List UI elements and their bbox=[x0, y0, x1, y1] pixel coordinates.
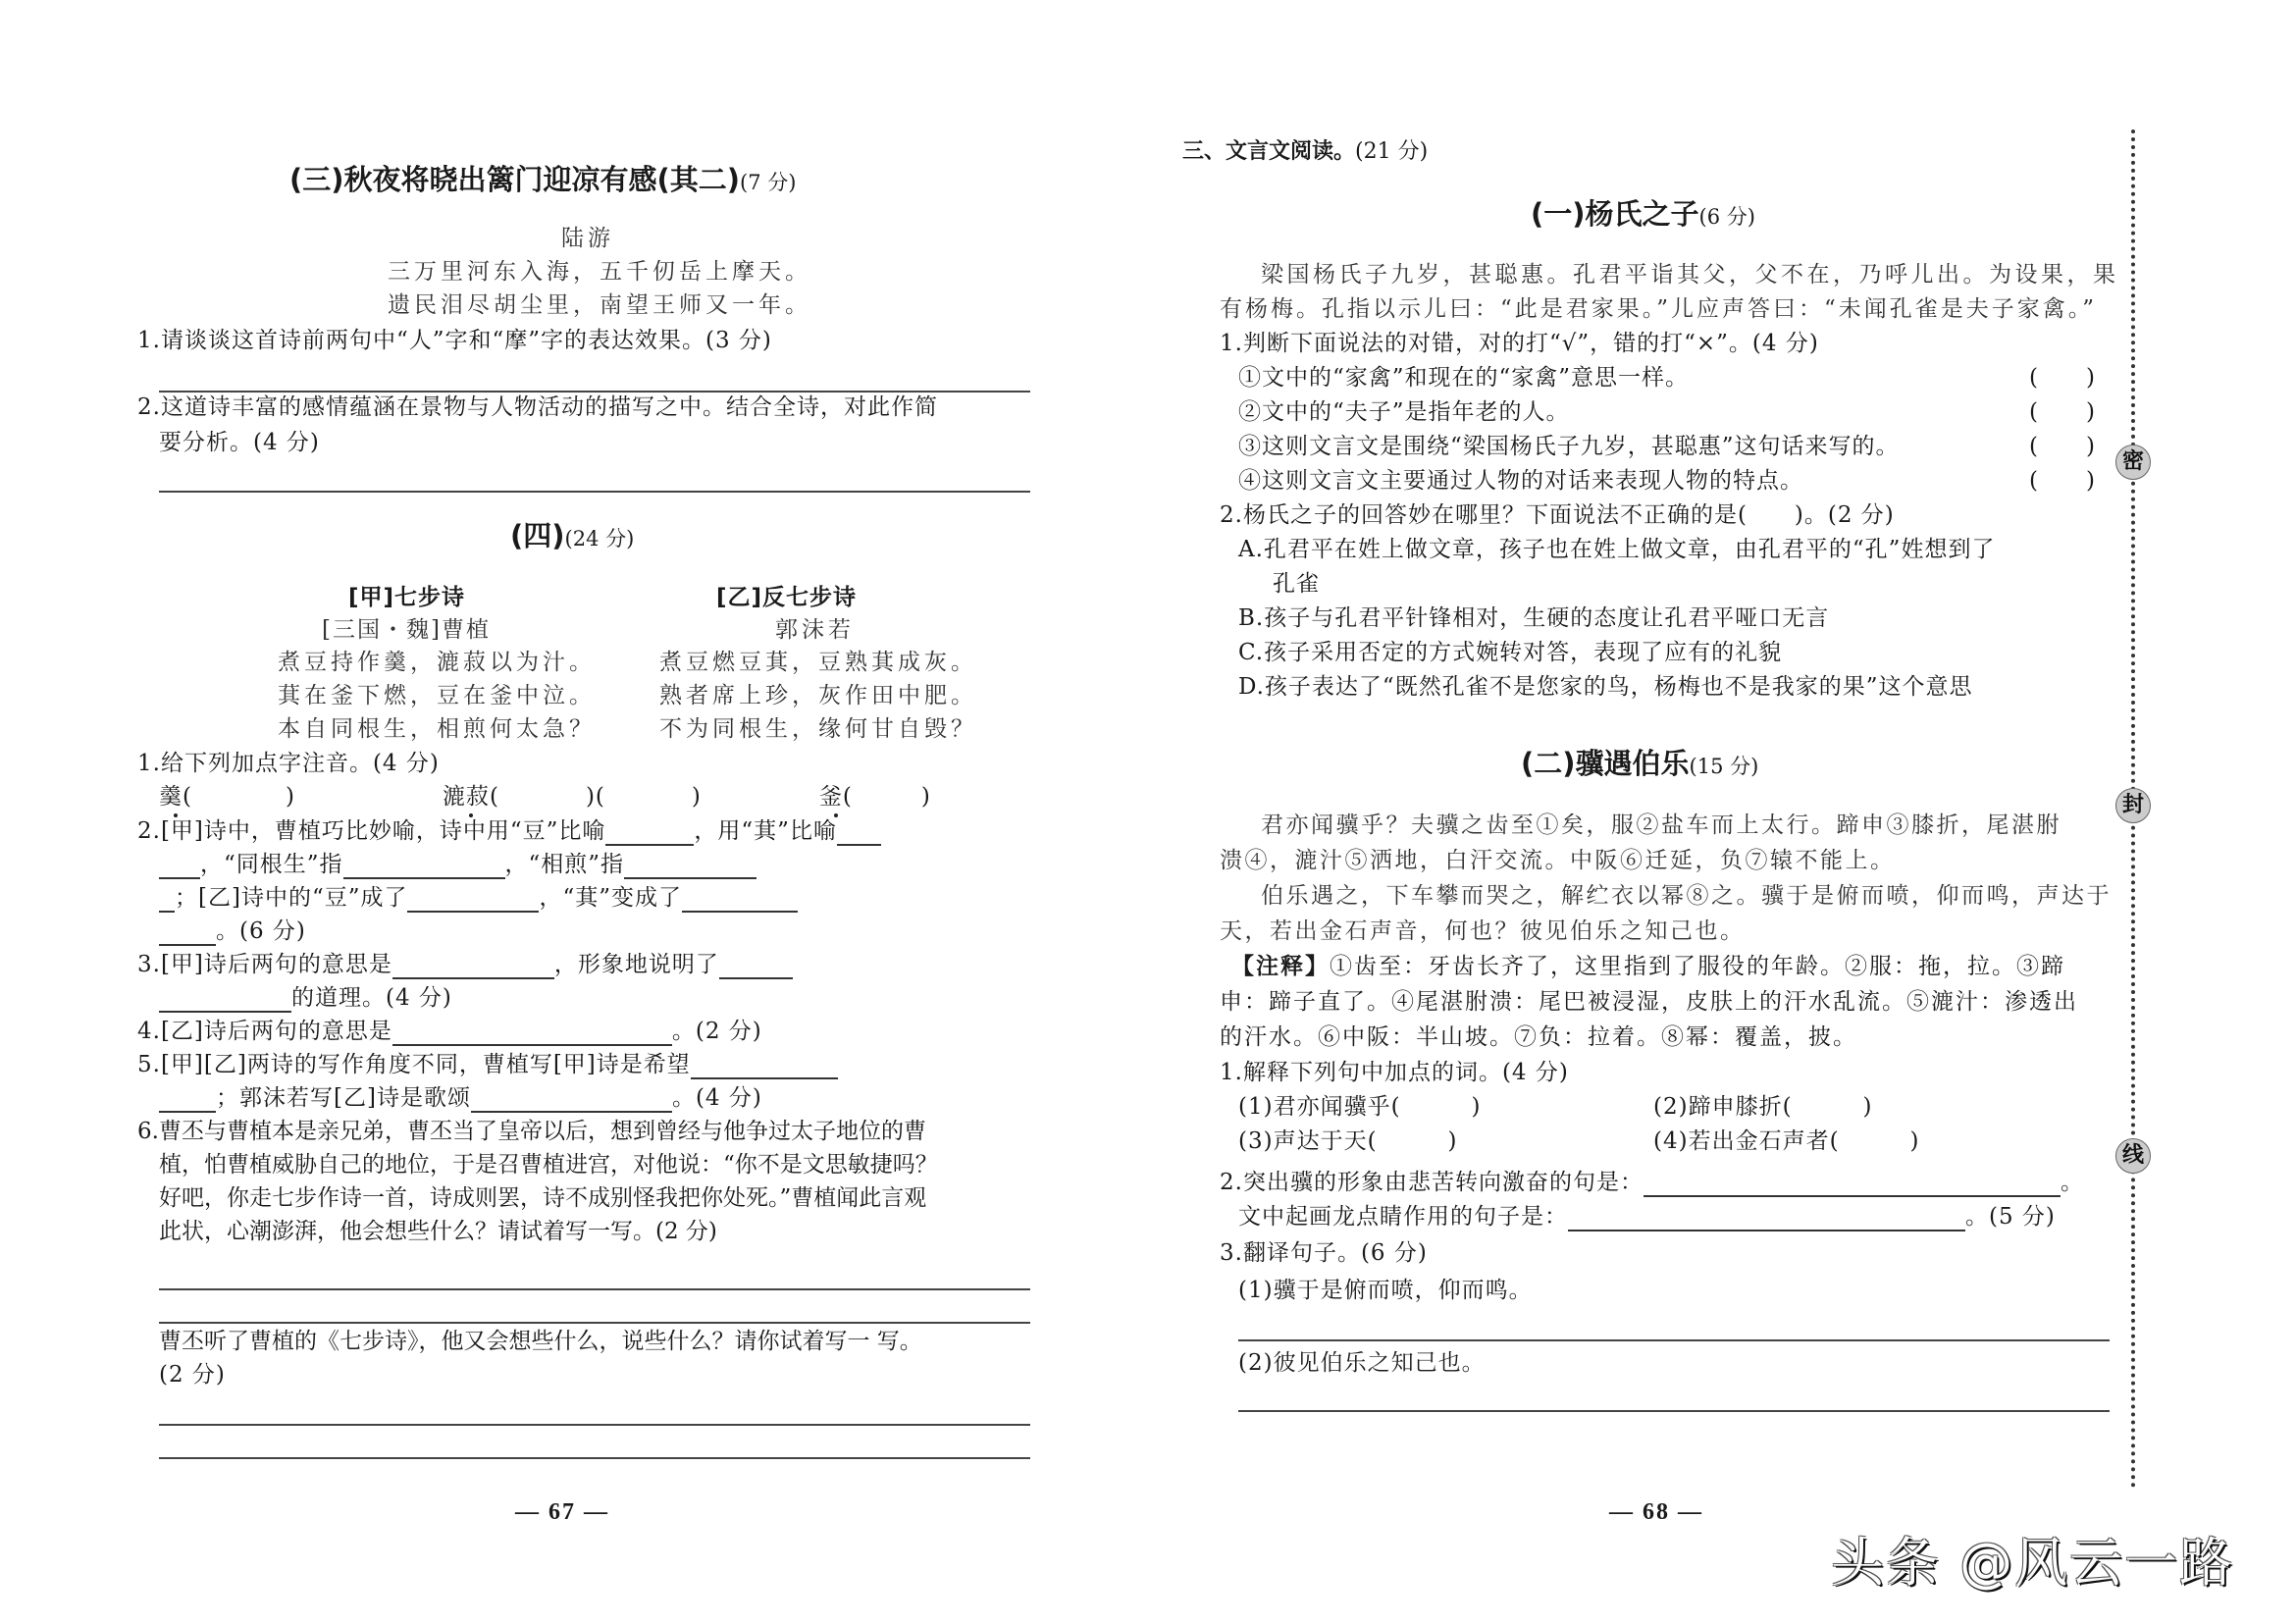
part2-points: (15 分) bbox=[1689, 755, 1759, 778]
poem-a-title: [甲]七步诗 bbox=[348, 585, 466, 610]
judge-paren[interactable]: ( ) bbox=[2029, 365, 2096, 391]
passage-line: 有杨梅。孔指以示儿曰：“此是君家果。”儿应声答曰：“未闻孔雀是夫子家禽。” bbox=[1220, 296, 2098, 322]
q2a-end: 。 bbox=[2060, 1170, 2084, 1195]
p2-question-1: 1.解释下列句中加点的词。(4 分) bbox=[1220, 1060, 1569, 1085]
q5-text: 。(4 分) bbox=[671, 1085, 762, 1111]
question-2-cont: 要分析。(4 分) bbox=[159, 430, 320, 455]
poem-b-line: 不为同根生，缘何甘自毁？ bbox=[659, 716, 977, 742]
poem-b-title: [乙]反七步诗 bbox=[716, 585, 858, 610]
judge-paren[interactable]: ( ) bbox=[2029, 399, 2096, 425]
part2-title bbox=[1521, 746, 1758, 784]
paren-mid: )( bbox=[585, 784, 605, 810]
q2-text: ，用“萁”比喻 bbox=[694, 818, 837, 844]
notes-tag: 【注释】 bbox=[1231, 954, 1330, 979]
passage-line: 梁国杨氏子九岁，甚聪惠。孔君平诣其父，父不在，乃呼儿出。为设果，果 bbox=[1261, 262, 2119, 288]
word-item[interactable]: (1)君亦闻骥乎( ) bbox=[1238, 1094, 1482, 1120]
judge-item: ①文中的“家禽”和现在的“家禽”意思一样。 bbox=[1238, 365, 1690, 391]
poem-a-author: [三国・魏]曹植 bbox=[322, 617, 491, 643]
option-a[interactable]: A.孔君平在姓上做文章，孩子也在姓上做文章，由孔君平的“孔”姓想到了 bbox=[1238, 537, 1996, 562]
passage-line: 伯乐遇之，下车攀而哭之，解纻衣以幂⑧之。骥于是俯而喷，仰而鸣，声达于 bbox=[1261, 883, 2112, 909]
judge-item: ③这则文言文是围绕“梁国杨氏子九岁，甚聪惠”这句话来写的。 bbox=[1238, 434, 1900, 459]
section-heading bbox=[1182, 137, 1428, 167]
option-b[interactable]: B.孩子与孔君平针锋相对，生硬的态度让孔君平哑口无言 bbox=[1238, 605, 1830, 631]
poem-line-1: 三万里河东入海，五千仞岳上摩天。 bbox=[388, 259, 811, 285]
notes-line: 申：蹄子直了。④尾湛胕溃：尾巴被浸湿，皮肤上的汗水乱流。⑤漉汁：渗透出 bbox=[1220, 989, 2078, 1015]
option-c[interactable]: C.孩子采用否定的方式婉转对答，表现了应有的礼貌 bbox=[1238, 640, 1783, 665]
notes-line: 的汗水。⑥中阪：半山坡。⑦负：拉着。⑧幂：覆盖，披。 bbox=[1220, 1024, 1857, 1050]
notes-line bbox=[1231, 952, 2065, 981]
answer-line[interactable] bbox=[1238, 1410, 2110, 1412]
q3-text: 的道理。(4 分) bbox=[291, 985, 452, 1011]
judge-item: ④这则文言文主要通过人物的对话来表现人物的特点。 bbox=[1238, 468, 1803, 494]
q2-text: ；[乙]诗中的“豆”成了 bbox=[175, 885, 408, 911]
q5-text: ；郭沫若写[乙]诗是歌颂 bbox=[216, 1085, 471, 1111]
s4-question-6-cont: 此状，心潮澎湃，他会想些什么？请试着写一写。(2 分) bbox=[159, 1219, 717, 1244]
paren-close: ) bbox=[920, 784, 931, 810]
pinyin-item-geng[interactable]: 羹( bbox=[159, 784, 192, 810]
poem-b-line: 煮豆燃豆萁，豆熟萁成灰。 bbox=[659, 650, 977, 675]
blank[interactable] bbox=[1644, 1172, 2061, 1197]
word-item[interactable]: (2)蹄申膝折( ) bbox=[1653, 1094, 1873, 1120]
s4-question-6-cont: 植，怕曹植威胁自己的地位，于是召曹植进宫，对他说：“你不是文思敏捷吗？ bbox=[159, 1152, 938, 1178]
passage-line: 天，若出金石声音，何也？彼见伯乐之知己也。 bbox=[1220, 918, 1746, 944]
judge-paren[interactable]: ( ) bbox=[2029, 468, 2096, 494]
seal-mi-icon: 密 bbox=[2115, 445, 2151, 480]
paren-close: ) bbox=[691, 784, 702, 810]
part1-title bbox=[1531, 196, 1755, 235]
q2a-text: 2.突出骥的形象由悲苦转向激奋的句是： bbox=[1220, 1170, 1644, 1195]
q5-text: 5.[甲][乙]两诗的写作角度不同，曹植写[甲]诗是希望 bbox=[137, 1052, 691, 1077]
q4-text: 4.[乙]诗后两句的意思是 bbox=[137, 1019, 392, 1044]
translate-item: (1)骥于是俯而喷，仰而鸣。 bbox=[1238, 1278, 1533, 1303]
q2-text: 。(6 分) bbox=[216, 918, 306, 944]
section3-points: (7 分) bbox=[740, 171, 797, 194]
watermark: 头条 @风云一路 bbox=[1831, 1532, 2235, 1594]
question-2: 2.这道诗丰富的感情蕴涵在景物与人物活动的描写之中。结合全诗，对此作简 bbox=[137, 394, 938, 420]
poem-b-line: 熟者席上珍，灰作田中肥。 bbox=[659, 683, 977, 708]
pinyin-item-lushu[interactable]: 漉菽( bbox=[442, 784, 499, 810]
pinyin-item-fu[interactable]: 釜( bbox=[818, 784, 853, 810]
s4-question-1: 1.给下列加点字注音。(4 分) bbox=[137, 751, 440, 776]
p2-question-2a bbox=[1220, 1168, 2084, 1197]
poem-a-line: 煮豆持作羹，漉菽以为汁。 bbox=[278, 650, 596, 675]
s4-question-7-cont: (2 分) bbox=[159, 1362, 226, 1388]
word-item[interactable]: (3)声达于天( ) bbox=[1238, 1128, 1458, 1154]
q3-text: ，形象地说明了 bbox=[553, 952, 719, 977]
q2-text: ，“萁”变成了 bbox=[539, 885, 682, 911]
q2-text: ，“相煎”指 bbox=[504, 852, 625, 877]
q3-text: 3.[甲]诗后两句的意思是 bbox=[137, 952, 392, 977]
section3-title-text: (三)秋夜将晓出篱门迎凉有感(其二) bbox=[289, 163, 741, 196]
poem-b-author: 郭沫若 bbox=[775, 617, 855, 643]
part2-title-text: (二)骥遇伯乐 bbox=[1521, 747, 1690, 780]
s4-question-6-cont: 好吧，你走七步作诗一首，诗成则罢，诗不成别怪我把你处死。”曹植闻此言观 bbox=[159, 1185, 927, 1211]
p2-question-2b bbox=[1238, 1202, 2056, 1231]
question-1: 1.请谈谈这首诗前两句中“人”字和“摩”字的表达效果。(3 分) bbox=[137, 328, 772, 353]
q2-text: 2.[甲]诗中，曹植巧比妙喻，诗中用“豆”比喻 bbox=[137, 818, 606, 844]
q2b-end: 。(5 分) bbox=[1965, 1204, 2056, 1230]
word-item[interactable]: (4)若出金石声者( ) bbox=[1653, 1128, 1920, 1154]
blank[interactable] bbox=[1568, 1206, 1965, 1231]
s4-question-7: 曹丕听了曹植的《七步诗》，他又会想些什么，说些什么？请你试着写一 写。 bbox=[159, 1329, 922, 1354]
section4-title-text: (四) bbox=[510, 519, 565, 552]
translate-item: (2)彼见伯乐之知己也。 bbox=[1238, 1350, 1486, 1376]
judge-paren[interactable]: ( ) bbox=[2029, 434, 2096, 459]
part1-title-text: (一)杨氏之子 bbox=[1531, 197, 1699, 231]
q2b-text: 文中起画龙点睛作用的句子是： bbox=[1238, 1204, 1568, 1230]
option-a-cont: 孔雀 bbox=[1273, 571, 1320, 597]
seal-feng-icon: 封 bbox=[2115, 788, 2151, 823]
poem-a-line: 本自同根生，相煎何太急？ bbox=[278, 716, 596, 742]
section-heading-points: (21 分) bbox=[1355, 139, 1429, 164]
p1-question-2: 2.杨氏之子的回答妙在哪里？下面说法不正确的是( )。(2 分) bbox=[1220, 502, 1895, 528]
s4-question-6: 6.曹丕与曹植本是亲兄弟，曹丕当了皇帝以后，想到曾经与他争过太子地位的曹 bbox=[137, 1119, 926, 1144]
page-number: — 67 — bbox=[515, 1499, 609, 1525]
paren-close: ) bbox=[285, 784, 295, 810]
answer-line[interactable] bbox=[1238, 1339, 2110, 1341]
poem-author: 陆游 bbox=[561, 226, 614, 251]
seal-xian-icon: 线 bbox=[2115, 1138, 2151, 1174]
passage-line: 溃④，漉汁⑤洒地，白汗交流。中阪⑥迁延，负⑦辕不能上。 bbox=[1220, 848, 1896, 873]
section4-points: (24 分) bbox=[564, 527, 635, 550]
page-number: — 68 — bbox=[1609, 1499, 1703, 1525]
passage-line: 君亦闻骥乎？夫骥之齿至①矣，服②盐车而上太行。蹄申③膝折，尾湛胕 bbox=[1261, 812, 2061, 838]
part1-points: (6 分) bbox=[1698, 205, 1755, 229]
q2-text: ，“同根生”指 bbox=[200, 852, 343, 877]
judge-item: ②文中的“夫子”是指年老的人。 bbox=[1238, 399, 1570, 425]
poem-line-2: 遗民泪尽胡尘里，南望王师又一年。 bbox=[388, 292, 811, 318]
p1-question-1: 1.判断下面说法的对错，对的打“√”，错的打“×”。(4 分) bbox=[1220, 331, 1819, 356]
q4-text: 。(2 分) bbox=[671, 1019, 762, 1044]
p2-question-3: 3.翻译句子。(6 分) bbox=[1220, 1240, 1428, 1266]
option-d[interactable]: D.孩子表达了“既然孔雀不是您家的鸟，杨梅也不是我家的果”这个意思 bbox=[1238, 674, 1973, 700]
section-heading-label: 三、文言文阅读。 bbox=[1182, 139, 1356, 164]
notes-text: ①齿至：牙齿长齐了，这里指到了服役的年龄。②服：拖，拉。③蹄 bbox=[1330, 954, 2065, 979]
poem-a-line: 萁在釜下燃，豆在釜中泣。 bbox=[278, 683, 596, 708]
